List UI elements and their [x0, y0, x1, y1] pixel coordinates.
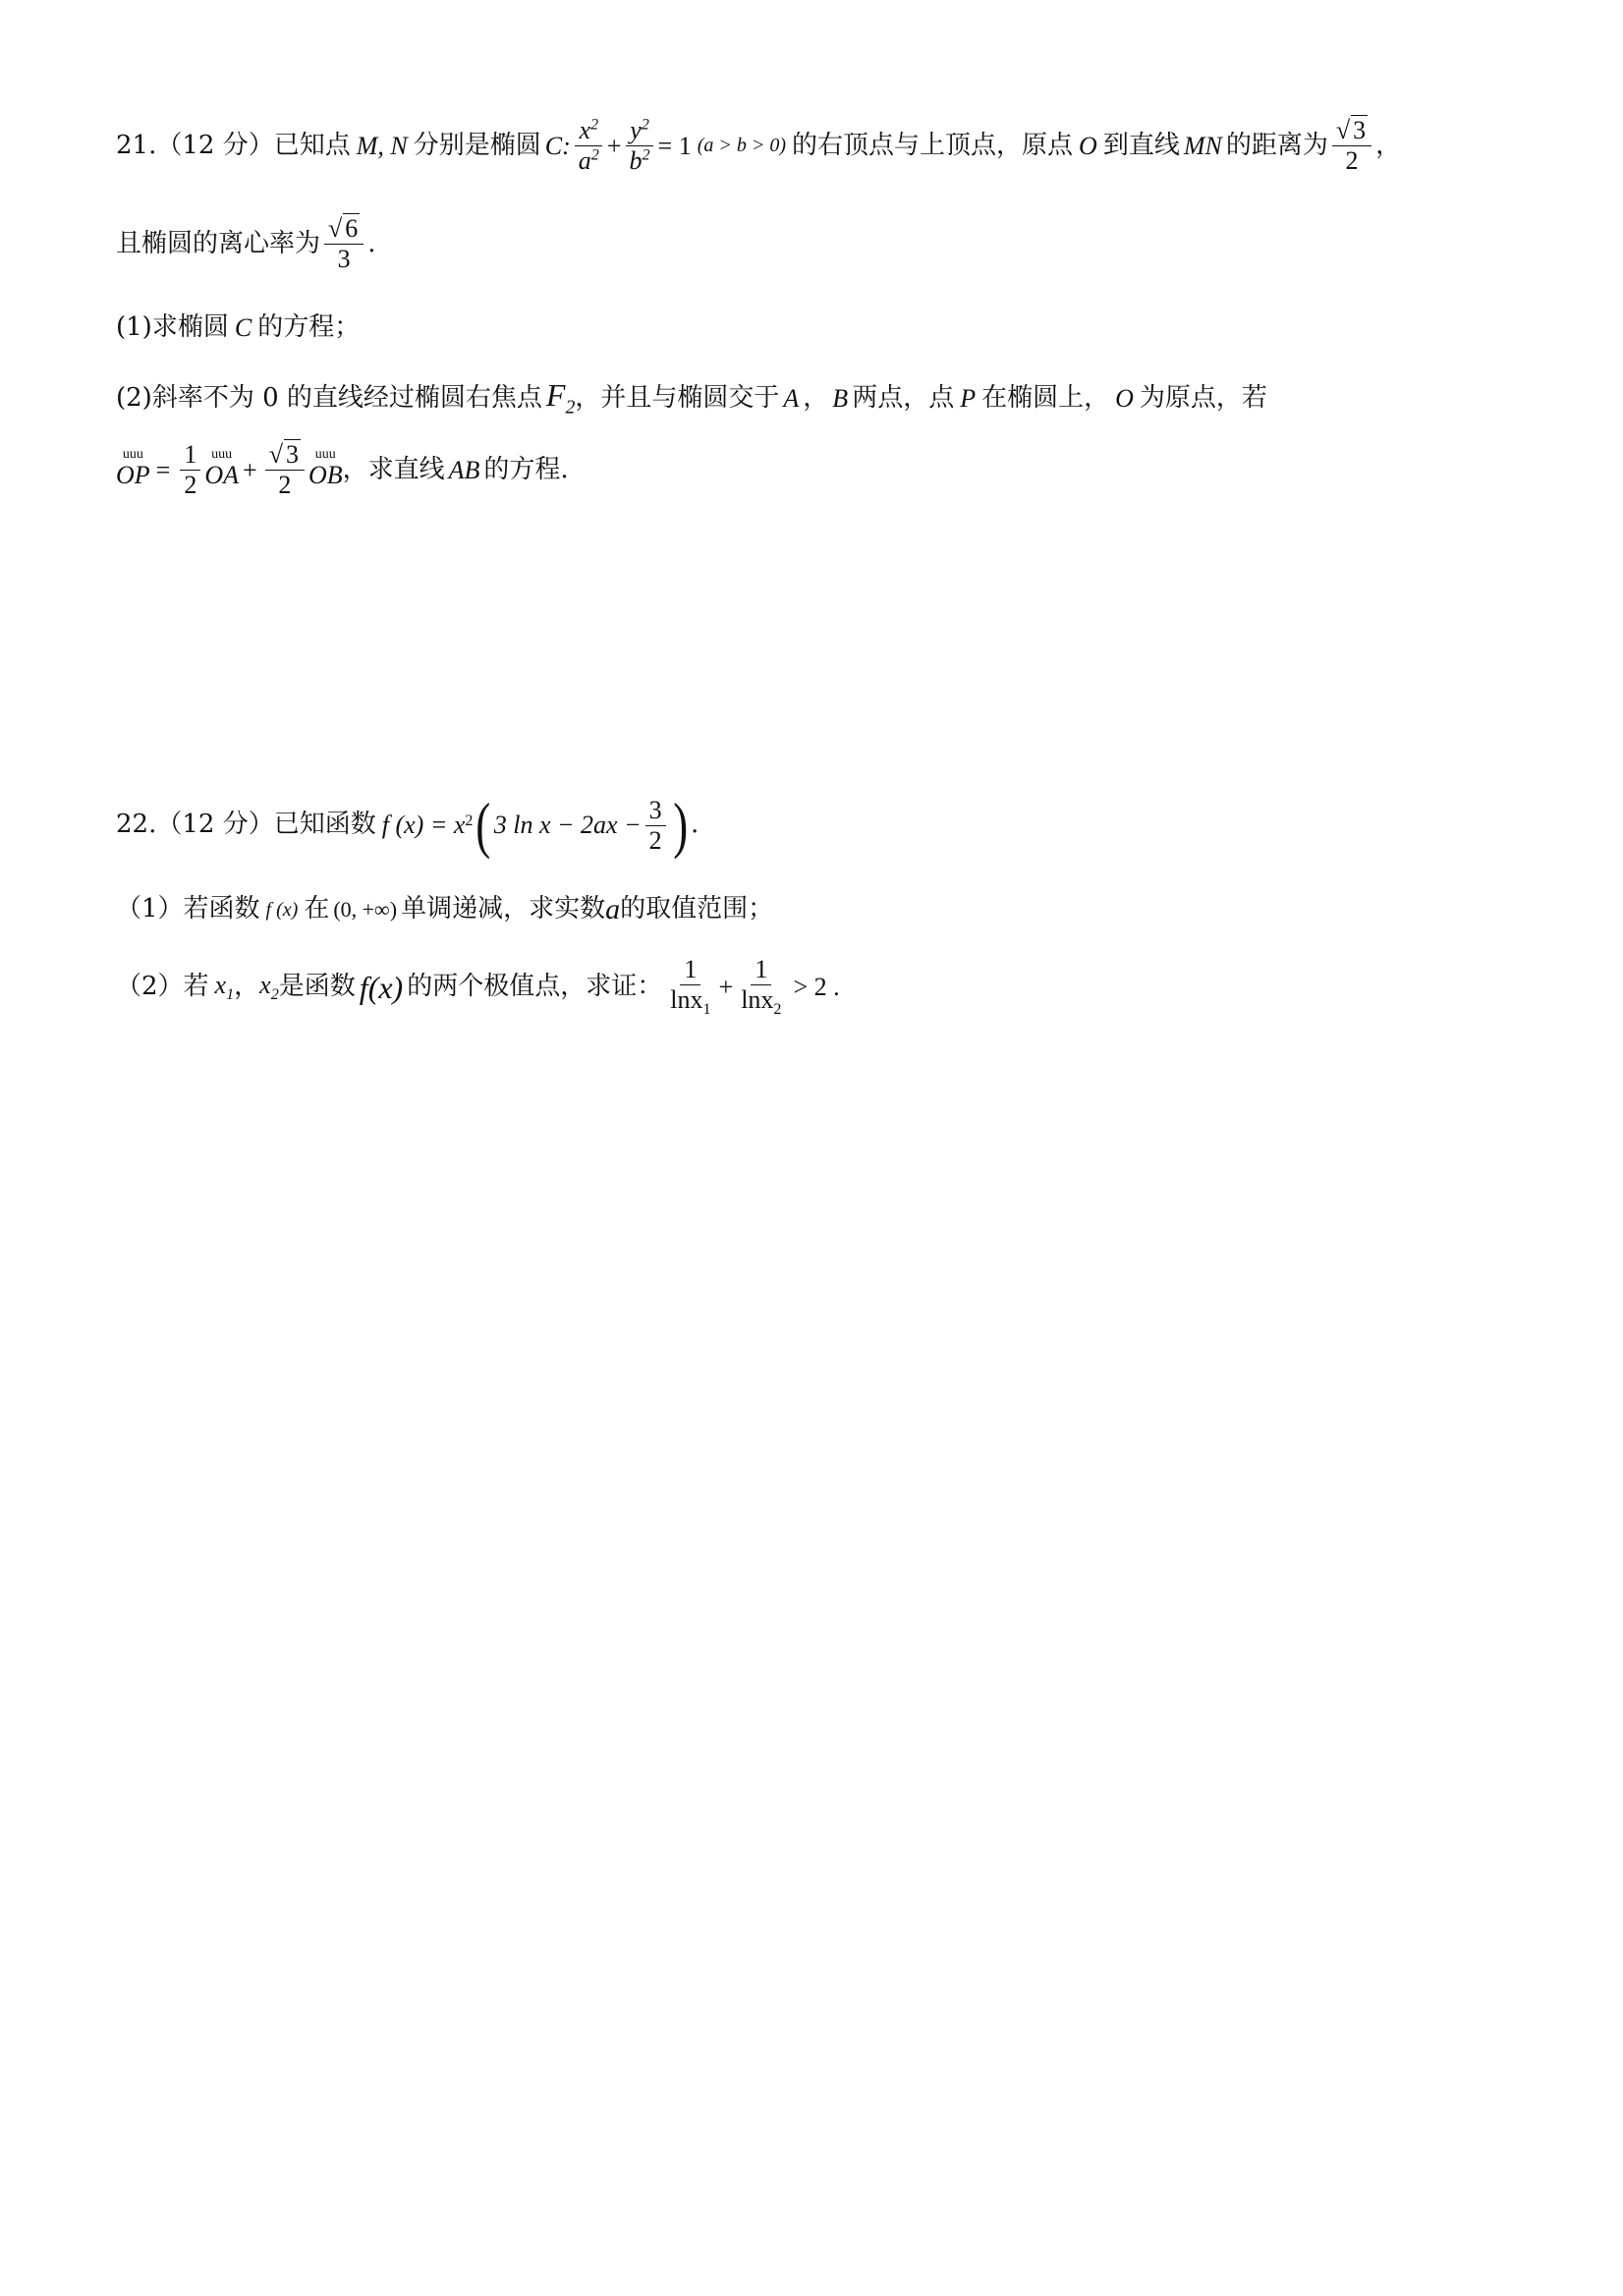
q21-line-1: 21. （12 分） 已知点 M, N 分别是椭圆 C: $\frac{x^2}{a^2}$ + $\frac{y^2}{b^2}$ = 1 (a > b > 0) 的右顶点与上顶点，原点 O 到直线 MN 的距离为 $\frac{√ 3}{2}$ ，	[116, 116, 1402, 175]
vector-op: uuu OP	[116, 446, 150, 489]
proof-term-2: $\frac{1}{\ln x_2}$	[741, 955, 782, 1019]
eccentricity-fraction: $\frac{√ 6}{3}$	[324, 214, 364, 274]
q22-stem: 22. （12 分） 已知函数 f (x) = x 2 ( 3 ln x − 2ax − $\frac{3}{2}$ ) .	[116, 790, 700, 860]
q21-part-1: (1)求椭圆 C 的方程；	[116, 312, 361, 342]
q21-number: 21.	[116, 130, 157, 160]
vector-ob: uuu OB	[308, 446, 343, 489]
ellipse-y-term: $\frac{y^2}{b^2}$	[625, 116, 653, 176]
q22-number: 22.	[116, 810, 157, 840]
q22-score: （12 分）	[156, 810, 274, 840]
q21-score: （12 分）	[156, 130, 274, 160]
q22-part-1: （1）若函数 f (x) 在 (0, +∞) 单调递减，求实数 a 的取值范围；	[116, 893, 774, 925]
proof-term-1: $\frac{1}{\ln x_1}$	[670, 955, 711, 1019]
q21-line-2: 且椭圆的离心率为 $\frac{√ 6}{3}$ .	[116, 214, 376, 273]
vector-oa: uuu OA	[204, 446, 240, 489]
q21-part-2: (2)斜率不为 0 的直线经过椭圆右焦点 $F_2$ ，并且与椭圆交于 A ， B 两点，点 P 在椭圆上， O 为原点，若	[116, 377, 1267, 419]
ellipse-x-term: $\frac{x^2}{a^2}$	[575, 116, 603, 176]
q22-part-2: （2）若 $x_1$ ， $x_2$ 是函数 f(x) 的两个极值点，求证： $\frac{1}{\ln x_1}$ + $\frac{1}{\ln x_2}$ > 2 .	[116, 955, 840, 1019]
distance-fraction: $\frac{√ 3}{2}$	[1332, 116, 1371, 176]
q21-vector-equation: uuu OP = $\frac{1}{2}$ uuu OA + $\frac{√ 3}{2}$ uuu OB ，求直线 AB 的方程.	[116, 440, 569, 499]
